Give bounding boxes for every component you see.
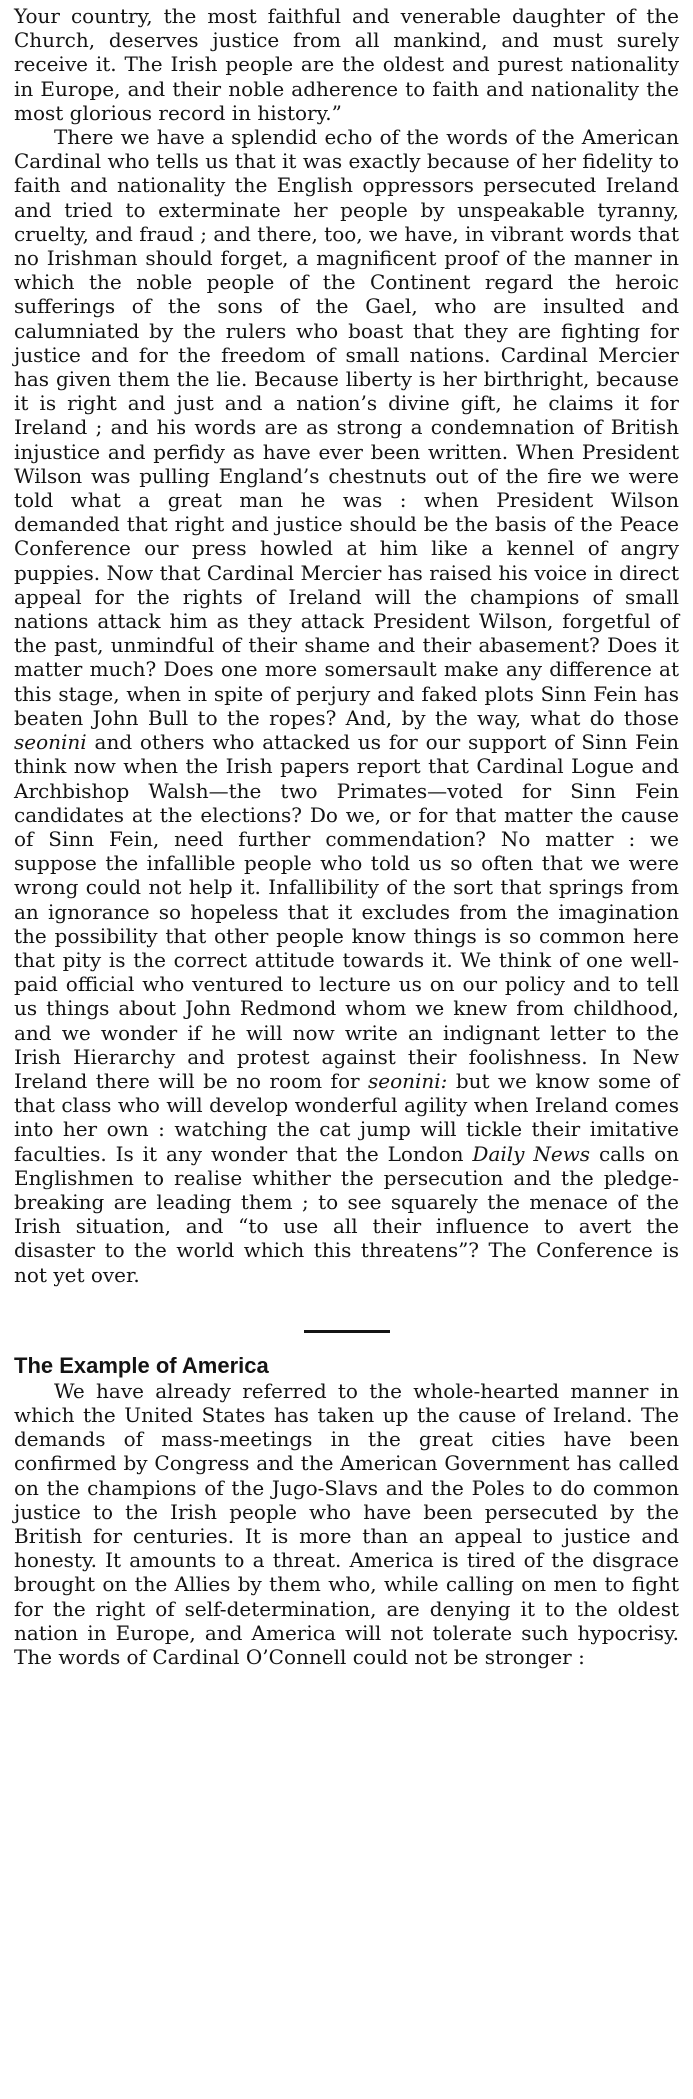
italic-seonini: seonini [14, 730, 87, 755]
text-run: There we have a splendid echo of the words of the American Cardinal who tells us that it was exactly because of her fidelity to faith and nationality the English oppressors persecuted Ireland and tried to exterminate her people by unspeakable tyranny, cruelty, and fraud ; and there, too, we have, in vibrant words that no Irishman should forget, a magnificent proof of the manner in which the noble people of the Continent regard the heroic sufferings of the sons of the Gael, who are insulted and calumniated by the rulers who boast that they are fighting for justice and for the freedom of small nations. Cardinal Mercier has given them the lie. Because liberty is her birthright, because it is right and just and a nation’s divine gift, he claims it for Ireland ; and his words are as strong a condemnation of British injustice and perfidy as have ever been written. When President Wilson was pulling England’s chestnuts out of the fire we were told what a great man he was : when President Wilson demanded that right and justice should be the basis of the Peace Conference our press howled at him like a kennel of angry puppies. Now that Cardinal Mercier has raised his voice in direct appeal for the rights of Ireland will the champions of small nations attack him as they attack President Wilson, forgetful of the past, unmindful of their shame and their abasement? Does it matter much? Does one more somersault make any difference at this stage, when in spite of perjury and faked plots Sinn Fein has beaten John Bull to the ropes? And, by the way, what do those [14, 125, 679, 730]
text-run: calls on Englishmen to realise whither the persecution and the pledge-breaking are leading them ; to see squarely the menace of the Irish situation, and “to use all their influence to avert the disaster to the world which this threatens”? The Conference is not yet over. [14, 1141, 679, 1287]
text-run: but we know some of that class who will develop wonderful agility when Ireland comes into her own : watching the cat jump will tickle their imitative faculties. Is it any wonder that the London [14, 1068, 679, 1166]
italic-seonini-2: seonini: [367, 1068, 448, 1093]
paragraph-quote-ending: Your country, the most faithful and venerable daughter of the Church, deserves justice from all mankind, and must surely receive it. The Irish people are the oldest and purest nationality in Europe, and their noble adherence to faith and nationality the most glorious record in history.” [14, 4, 679, 125]
text-run: and others who attacked us for our support of Sinn Fein think now when the Irish papers report that Cardinal Logue and Archbishop Walsh—the two Primates—voted for Sinn Fein candidates at the elections? Do we, or for that matter the cause of Sinn Fein, need further commendation? No matter : we suppose the infallible people who told us so often that we were wrong could not help it. Infallibility of the sort that springs from an ignorance so hopeless that it excludes from the imagination the possibility that other people know things is so common here that pity is the correct attitude towards it. We think of one well-paid official who ventured to lecture us on our policy and to tell us things about John Redmond whom we knew from childhood, and we wonder if he will now write an indignant letter to the Irish Hierarchy and protest against their foolishness. In New Ireland there will be no room for [14, 730, 679, 1093]
italic-daily-news: Daily News [472, 1141, 591, 1166]
section-divider [304, 1330, 390, 1333]
section-heading: The Example of America [14, 1352, 269, 1378]
paragraph-example-of-america: We have already referred to the whole-hearted manner in which the United States has taken up the cause of Ireland. The demands of mass-meetings in the great cities have been confirmed by Congress and the American Government has called on the champions of the Jugo-Slavs and the Poles to do common justice to the Irish people who have been persecuted by the British for centuries. It is more than an appeal to justice and honesty. It amounts to a threat. America is tired of the disgrace brought on the Allies by them who, while calling on men to fight for the right of self-determination, are denying it to the oldest nation in Europe, and America will not tolerate such hypocrisy. The words of Cardinal O’Connell could not be stronger : [14, 1378, 679, 1669]
paragraph-cardinal-mercier [14, 125, 679, 1287]
